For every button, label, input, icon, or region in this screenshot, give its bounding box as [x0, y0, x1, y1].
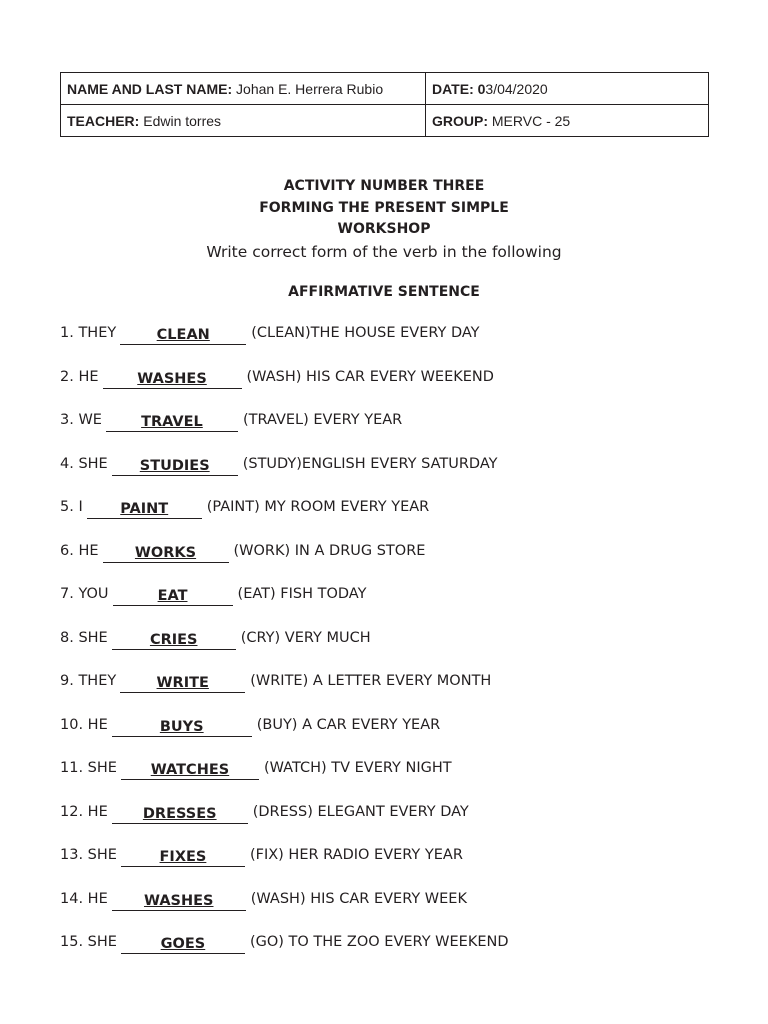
sentence-item	[60, 630, 509, 674]
sentence-rest: (FIX) HER RADIO EVERY YEAR	[249, 847, 463, 863]
sentence-number-subject: 5. I	[60, 499, 83, 515]
answer-blank	[113, 586, 233, 606]
sentence-number-subject: 2. HE	[60, 368, 99, 385]
answer-blank	[120, 325, 246, 345]
sentence-item	[60, 760, 509, 804]
answer-blank	[87, 499, 202, 519]
sentence-item	[60, 369, 509, 413]
answer-blank	[112, 891, 246, 911]
sentence-number-subject: 6. HE	[60, 542, 99, 559]
name-value: Johan E. Herrera Rubio	[236, 80, 384, 97]
answer-text: STUDIES	[139, 457, 210, 474]
sentence-rest: (EAT) FISH TODAY	[237, 586, 367, 602]
sentence-item	[60, 412, 509, 456]
answer-blank	[112, 804, 248, 824]
date-label: DATE: 0	[432, 80, 486, 97]
sentence-rest: (WASH) HIS CAR EVERY WEEK	[250, 890, 467, 907]
sentence-list	[60, 325, 509, 978]
sentence-rest: (CLEAN)THE HOUSE EVERY DAY	[251, 325, 480, 341]
answer-text: CLEAN	[156, 327, 210, 343]
sentence-number-subject: 15. SHE	[60, 934, 117, 950]
sentence-rest: (WATCH) TV EVERY NIGHT	[263, 760, 452, 776]
sentence-item	[60, 804, 509, 848]
answer-blank	[121, 760, 259, 780]
sentence-rest: (STUDY)ENGLISH EVERY SATURDAY	[242, 455, 498, 472]
sentence-number-subject: 3. WE	[60, 412, 102, 428]
answer-text: WASHES	[137, 370, 207, 387]
sentence-rest: (WORK) IN A DRUG STORE	[233, 542, 426, 559]
answer-text: WORKS	[134, 544, 197, 561]
answer-text: DRESSES	[142, 805, 217, 822]
topic-title: FORMING THE PRESENT SIMPLE	[259, 199, 509, 216]
sentence-number-subject: 11. SHE	[60, 760, 117, 776]
sentence-rest: (BUY) A CAR EVERY YEAR	[256, 716, 441, 733]
sentence-item	[60, 934, 509, 978]
answer-text: EAT	[157, 588, 188, 604]
sentence-rest: (PAINT) MY ROOM EVERY YEAR	[206, 499, 430, 515]
sentence-rest: (WASH) HIS CAR EVERY WEEKEND	[246, 368, 494, 385]
sentence-item	[60, 456, 509, 500]
sentence-number-subject: 12. HE	[60, 803, 108, 820]
group-cell	[426, 105, 709, 137]
sentence-rest: (DRESS) ELEGANT EVERY DAY	[252, 803, 469, 820]
teacher-cell	[61, 105, 426, 137]
sentence-number-subject: 8. SHE	[60, 629, 108, 646]
sentence-rest: (WRITE) A LETTER EVERY MONTH	[250, 673, 492, 689]
workshop-title: WORKSHOP	[337, 221, 431, 237]
name-label: NAME AND LAST NAME:	[67, 80, 233, 97]
teacher-value: Edwin torres	[143, 112, 222, 129]
section-title: AFFIRMATIVE SENTENCE	[288, 284, 480, 300]
answer-text: TRAVEL	[141, 414, 203, 430]
teacher-label: TEACHER:	[67, 112, 140, 129]
activity-title: ACTIVITY NUMBER THREE	[283, 178, 485, 194]
answer-blank	[120, 673, 245, 693]
sentence-item	[60, 543, 509, 587]
sentence-rest: (GO) TO THE ZOO EVERY WEEKEND	[249, 934, 509, 950]
worksheet-headings	[0, 176, 768, 263]
sentence-number-subject: 7. YOU	[60, 586, 109, 602]
sentence-number-subject: 10. HE	[60, 716, 108, 733]
answer-blank	[121, 847, 245, 867]
answer-text: FIXES	[159, 849, 207, 865]
sentence-item	[60, 847, 509, 891]
answer-text: WATCHES	[150, 762, 230, 778]
name-cell	[61, 73, 426, 105]
date-value: 3/04/2020	[485, 80, 548, 97]
group-value: MERVC - 25	[491, 112, 571, 129]
group-label: GROUP:	[432, 112, 488, 129]
sentence-number-subject: 4. SHE	[60, 455, 108, 472]
answer-text: CRIES	[149, 631, 198, 648]
answer-blank	[112, 456, 238, 476]
answer-blank	[121, 934, 245, 954]
answer-blank	[112, 717, 252, 737]
answer-text: PAINT	[120, 501, 169, 517]
sentence-item	[60, 891, 509, 935]
answer-blank	[106, 412, 238, 432]
answer-blank	[103, 369, 242, 389]
sentence-item	[60, 499, 509, 543]
date-cell	[426, 73, 709, 105]
sentence-item	[60, 586, 509, 630]
sentence-number-subject: 13. SHE	[60, 847, 117, 863]
answer-text: BUYS	[159, 718, 204, 735]
sentence-item	[60, 325, 509, 369]
answer-text: GOES	[160, 936, 206, 952]
student-info-table	[60, 72, 709, 137]
sentence-item	[60, 717, 509, 761]
sentence-number-subject: 9. THEY	[60, 673, 117, 689]
answer-text: WASHES	[143, 892, 214, 909]
sentence-number-subject: 1. THEY	[60, 325, 117, 341]
sentence-number-subject: 14. HE	[60, 890, 108, 907]
sentence-rest: (TRAVEL) EVERY YEAR	[242, 412, 403, 428]
sentence-item	[60, 673, 509, 717]
instruction-text: Write correct form of the verb in the following	[206, 242, 562, 261]
answer-blank	[112, 630, 236, 650]
answer-text: WRITE	[156, 675, 209, 691]
answer-blank	[103, 543, 229, 563]
sentence-rest: (CRY) VERY MUCH	[240, 629, 371, 646]
